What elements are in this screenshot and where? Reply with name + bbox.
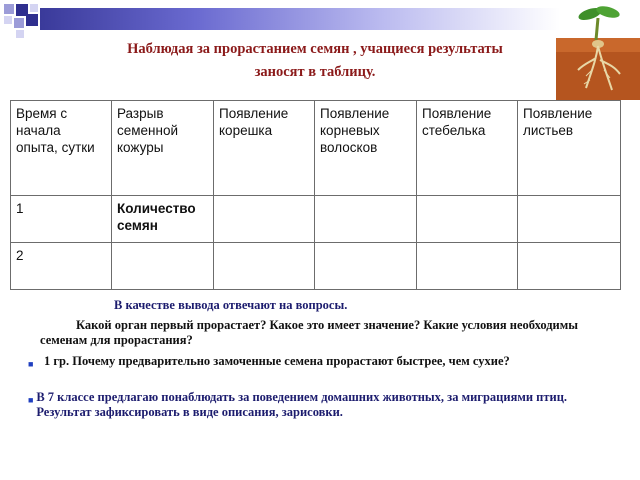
header-cell-seed-coat: Разрыв семенной кожуры — [112, 101, 214, 196]
bullet-text: В 7 классе предлагаю понаблюдать за поведением домашних животных, за миграциями птиц. Результат зафиксировать в виде описания, зарисовки. — [36, 390, 568, 419]
header-cell-root-hairs: Появление корневых волосков — [315, 101, 417, 196]
conclusion-heading: В качестве вывода отвечают на вопросы. — [114, 298, 348, 312]
header-cell-time: Время с начала опыта, сутки — [11, 101, 112, 196]
table-row — [11, 243, 621, 290]
table-header-row — [11, 101, 621, 196]
bullet-item — [28, 354, 618, 372]
bullet-icon: ■ — [28, 359, 34, 369]
table-cell — [214, 196, 315, 243]
table-row — [11, 196, 621, 243]
table-cell — [112, 243, 214, 290]
table-cell — [518, 196, 621, 243]
table-cell — [214, 243, 315, 290]
page-title — [60, 38, 570, 84]
bullet-text: 1 гр. Почему предварительно замоченные семена прорастают быстрее, чем сухие? — [44, 354, 510, 368]
table-cell — [315, 196, 417, 243]
title-line-1: Наблюдая за прорастанием семян , учащиеся результаты — [127, 41, 503, 57]
table-cell — [417, 243, 518, 290]
table-cell — [315, 243, 417, 290]
table-cell — [417, 196, 518, 243]
header-gradient-bar — [40, 8, 560, 30]
table-cell — [518, 243, 621, 290]
row-number: 2 — [11, 243, 112, 290]
conclusion-section — [28, 298, 618, 420]
title-line-2: заносят в таблицу. — [254, 64, 376, 80]
bullet-icon: ■ — [28, 395, 34, 405]
row-number: 1 — [11, 196, 112, 243]
question-paragraph: Какой орган первый прорастает? Какое это имеет значение? Какие условия необходимы семенам для прорастания? — [40, 318, 579, 347]
seed-count-label: Количество семян — [112, 196, 214, 243]
header-cell-stem: Появление стебелька — [417, 101, 518, 196]
header-cell-root: Появление корешка — [214, 101, 315, 196]
header-cell-leaves: Появление листьев — [518, 101, 621, 196]
observation-table — [10, 100, 621, 290]
bullet-item — [28, 390, 618, 420]
